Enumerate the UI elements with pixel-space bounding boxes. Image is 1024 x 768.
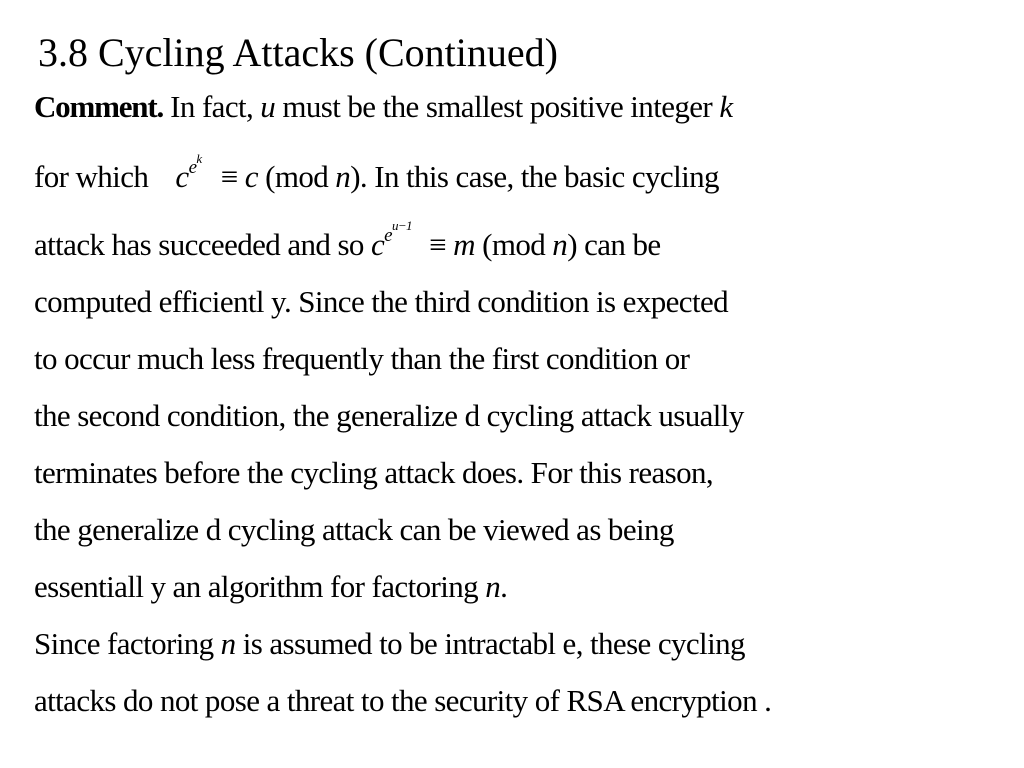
var-n: n bbox=[335, 159, 351, 194]
body-line-2: for which $c^{ek} \equiv c$ (mod n). In this case, the basic cycling bbox=[34, 151, 719, 194]
body-line-3: attack has succeeded and so $c^{eu-1} \equiv m$ (mod n) can be bbox=[34, 218, 661, 262]
body-line-10: Since factoring n is assumed to be intractabl e, these cycling bbox=[34, 626, 745, 661]
body-line-8: the generalize d cycling attack can be viewed as being bbox=[34, 512, 674, 547]
var-n: n bbox=[552, 227, 568, 262]
var-n: n bbox=[220, 626, 236, 661]
exponent-e: e bbox=[384, 225, 392, 246]
var-n: n bbox=[485, 569, 501, 604]
equiv-symbol: ≡ bbox=[421, 227, 454, 262]
body-line-4: computed efficientl y. Since the third condition is expected bbox=[34, 284, 729, 319]
body-line-9: essentiall y an algorithm for factoring n. bbox=[34, 569, 508, 604]
var-c: c bbox=[244, 159, 258, 194]
equiv-symbol: ≡ bbox=[213, 159, 245, 194]
power-base-c: c bbox=[370, 227, 385, 262]
body-line-1: Comment. In fact, u must be the smallest positive integer k bbox=[34, 89, 733, 124]
var-m: m bbox=[453, 227, 475, 262]
power-base-c: c bbox=[175, 159, 189, 194]
exponent-e: e bbox=[188, 157, 197, 178]
body-line-11: attacks do not pose a threat to the security of RSA encryption . bbox=[34, 683, 772, 718]
var-k: k bbox=[719, 89, 733, 124]
slide-title: 3.8 Cycling Attacks (Continued) bbox=[38, 30, 558, 75]
comment-label: Comment. bbox=[34, 89, 164, 124]
body-line-7: terminates before the cycling attack does. For this reason, bbox=[34, 455, 714, 490]
exponent-k: k bbox=[196, 151, 202, 166]
exponent-u-minus-1: u−1 bbox=[391, 218, 412, 233]
body-line-6: the second condition, the generalize d cycling attack usually bbox=[34, 398, 744, 433]
var-u: u bbox=[260, 89, 276, 124]
body-line-5: to occur much less frequently than the first condition or bbox=[34, 341, 690, 376]
